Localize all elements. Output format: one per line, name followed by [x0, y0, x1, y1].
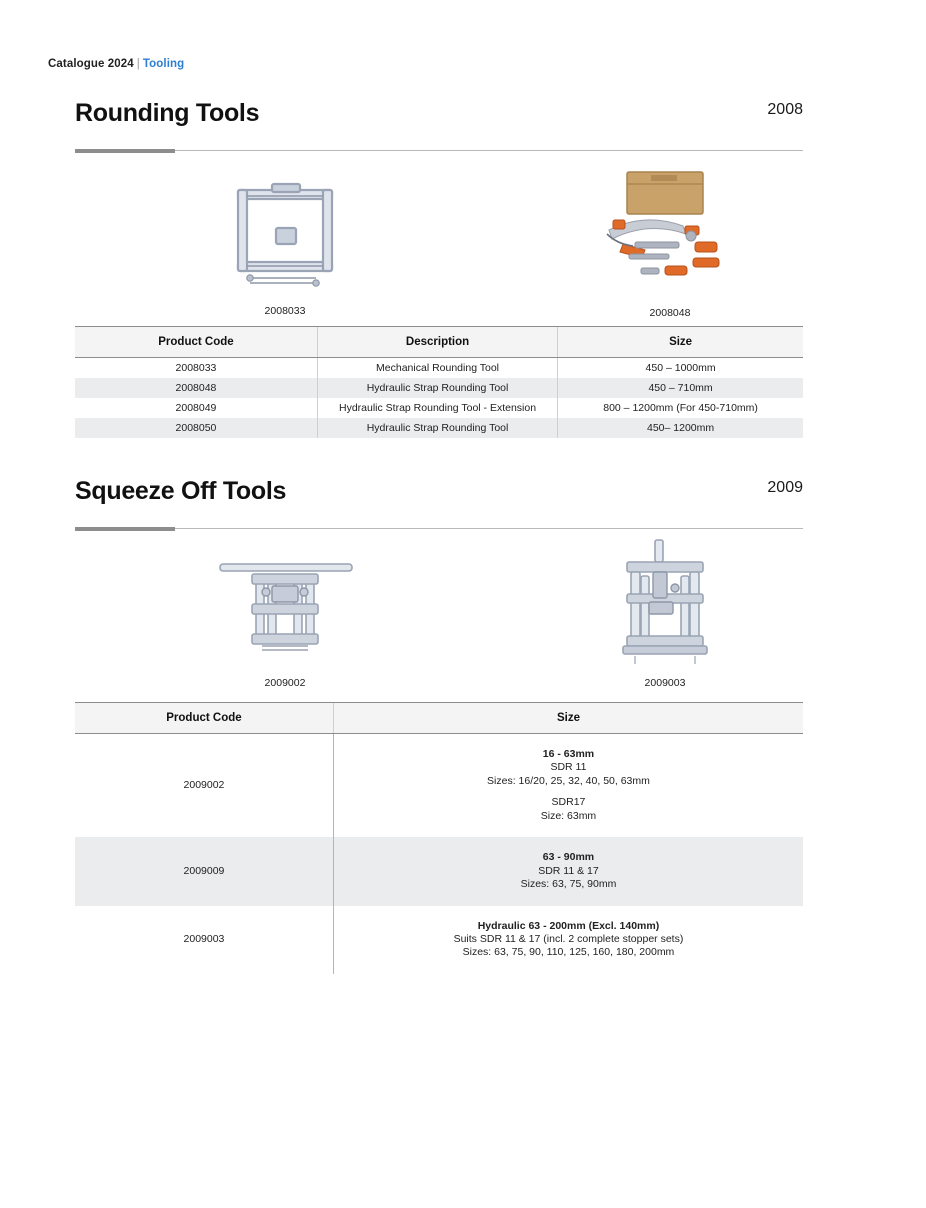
- column-header-size: Size: [558, 327, 803, 358]
- cell-description: Mechanical Rounding Tool: [317, 358, 557, 379]
- page-title: Rounding Tools: [75, 99, 260, 127]
- cell-size: 450– 1200mm: [558, 418, 803, 438]
- cell-size: 800 – 1200mm (For 450-710mm): [558, 398, 803, 418]
- cell-product-code: 2008033: [75, 358, 317, 379]
- breadcrumb-category-link[interactable]: Tooling: [142, 58, 185, 70]
- divider-accent: [75, 149, 175, 153]
- cell-product-code: 2008049: [75, 398, 317, 418]
- size-line: SDR 11 & 17: [538, 864, 599, 877]
- table-row: [75, 837, 803, 905]
- cell-description: Hydraulic Strap Rounding Tool: [317, 418, 557, 438]
- size-spacer: [340, 788, 797, 796]
- column-header-description: Description: [317, 327, 557, 358]
- figure-2009003: [570, 536, 760, 689]
- divider-line: [75, 528, 803, 529]
- rounding-tools-table: [75, 326, 803, 438]
- breadcrumb-catalogue: Catalogue 2024: [48, 58, 134, 70]
- table-header-row: [75, 703, 803, 734]
- table-header-row: [75, 327, 803, 358]
- squeeze-off-tool-icon: [210, 546, 360, 668]
- hydraulic-strap-rounding-tool-icon: [595, 168, 745, 298]
- figure-caption: 2009003: [644, 677, 686, 689]
- table-row: [75, 734, 803, 838]
- figure-caption: 2008033: [264, 305, 306, 317]
- cell-description: Hydraulic Strap Rounding Tool: [317, 378, 557, 398]
- cell-product-code: 2009003: [75, 906, 333, 974]
- product-image-row: [75, 532, 803, 702]
- size-line: SDR 11: [550, 761, 587, 774]
- table-row: [75, 358, 803, 379]
- product-image-row: [75, 154, 803, 326]
- figure-caption: 2008048: [649, 307, 691, 319]
- figure-2009002: [190, 546, 380, 689]
- size-line: SDR17: [551, 796, 586, 809]
- squeeze-off-tool-photo: [210, 546, 360, 673]
- column-header-size: Size: [333, 703, 803, 734]
- mechanical-rounding-tool-icon: [220, 178, 350, 296]
- figure-caption: 2009002: [264, 677, 306, 689]
- cell-product-code: 2008050: [75, 418, 317, 438]
- size-line: Sizes: 63, 75, 90mm: [520, 878, 617, 891]
- size-line: Sizes: 63, 75, 90, 110, 125, 160, 180, 200mm: [462, 946, 675, 959]
- size-line: Suits SDR 11 & 17 (incl. 2 complete stopper sets): [453, 932, 684, 945]
- section-header: [75, 98, 803, 150]
- table-row: [75, 398, 803, 418]
- section-rounding-tools: [75, 98, 803, 438]
- cell-size: [333, 906, 803, 974]
- size-title: 16 - 63mm: [542, 748, 595, 760]
- size-title: Hydraulic 63 - 200mm (Excl. 140mm): [477, 919, 660, 932]
- cell-size: 450 – 710mm: [558, 378, 803, 398]
- table-row: [75, 418, 803, 438]
- hydraulic-strap-rounding-tool-photo: [595, 168, 745, 303]
- figure-2008048: [575, 168, 765, 319]
- divider-line: [75, 150, 803, 151]
- figure-2008033: [195, 178, 375, 317]
- divider-accent: [75, 527, 175, 531]
- breadcrumb: [48, 58, 184, 70]
- cell-size: [333, 734, 803, 838]
- section-page-code: 2008: [767, 101, 803, 118]
- hydraulic-squeeze-off-press-photo: [605, 536, 725, 673]
- cell-product-code: 2008048: [75, 378, 317, 398]
- table-row: [75, 378, 803, 398]
- mechanical-rounding-tool-photo: [220, 178, 350, 301]
- squeeze-off-tools-table: [75, 702, 803, 974]
- section-header: [75, 476, 803, 528]
- cell-description: Hydraulic Strap Rounding Tool - Extension: [317, 398, 557, 418]
- size-line: Sizes: 16/20, 25, 32, 40, 50, 63mm: [487, 774, 650, 787]
- table-row: [75, 906, 803, 974]
- section-page-code: 2009: [767, 479, 803, 496]
- size-title: 63 - 90mm: [542, 851, 595, 864]
- cell-size: [333, 837, 803, 905]
- breadcrumb-separator: |: [136, 58, 140, 70]
- section-squeeze-off-tools: [75, 476, 803, 974]
- page-title: Squeeze Off Tools: [75, 477, 287, 505]
- column-header-product-code: Product Code: [75, 703, 333, 734]
- column-header-product-code: Product Code: [75, 327, 317, 358]
- size-line: Size: 63mm: [540, 809, 597, 822]
- cell-size: 450 – 1000mm: [558, 358, 803, 379]
- hydraulic-squeeze-off-press-icon: [605, 536, 725, 668]
- cell-product-code: 2009009: [75, 837, 333, 905]
- cell-product-code: 2009002: [75, 734, 333, 838]
